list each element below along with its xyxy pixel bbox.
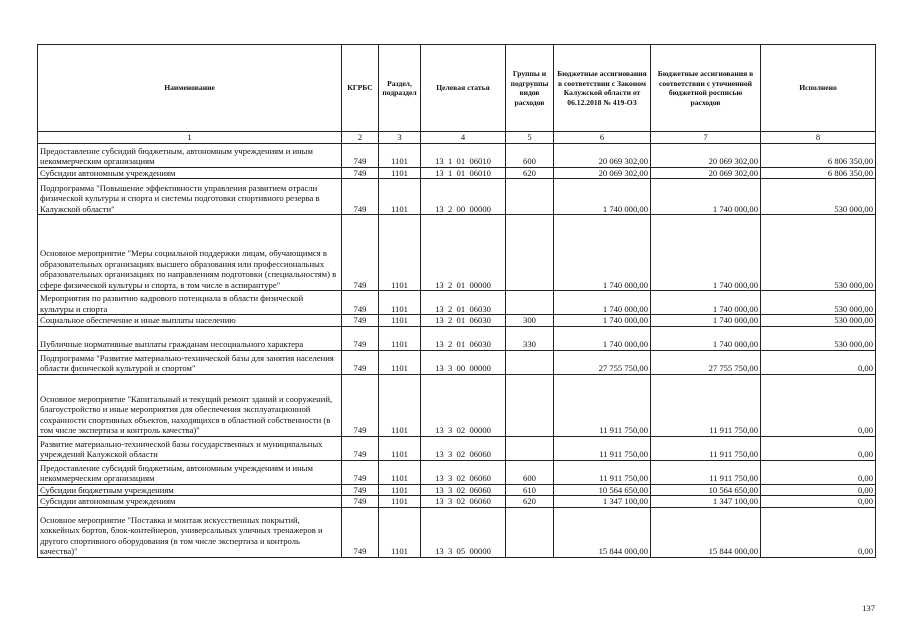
cell-executed: 530 000,00 bbox=[761, 179, 876, 215]
cell-kgrbs: 749 bbox=[342, 496, 379, 508]
column-number: 5 bbox=[506, 132, 554, 144]
cell-group: 600 bbox=[506, 460, 554, 484]
cell-kgrbs: 749 bbox=[342, 484, 379, 496]
cell-refined-allocation: 11 911 750,00 bbox=[651, 436, 761, 460]
cell-executed: 0,00 bbox=[761, 496, 876, 508]
table-row bbox=[38, 326, 876, 350]
cell-name: Социальное обеспечение и иные выплаты населению bbox=[38, 315, 342, 327]
cell-name: Подпрограмма "Повышение эффективности управления развитием отрасли физической культуры и спорта и системы подготовки спортивного резерва в Калужской области" bbox=[38, 179, 342, 215]
cell-law-allocation: 27 755 750,00 bbox=[554, 350, 651, 374]
cell-target: 13 1 01 06010 bbox=[421, 167, 506, 179]
cell-name: Субсидии бюджетным учреждениям bbox=[38, 484, 342, 496]
cell-name: Субсидии автономным учреждениям bbox=[38, 167, 342, 179]
cell-refined-allocation: 11 911 750,00 bbox=[651, 374, 761, 436]
cell-law-allocation: 1 740 000,00 bbox=[554, 215, 651, 291]
cell-refined-allocation: 1 740 000,00 bbox=[651, 215, 761, 291]
cell-target: 13 2 01 06030 bbox=[421, 291, 506, 315]
cell-law-allocation: 11 911 750,00 bbox=[554, 374, 651, 436]
cell-kgrbs: 749 bbox=[342, 167, 379, 179]
cell-executed: 6 806 350,00 bbox=[761, 167, 876, 179]
header-kgrbs: КГРБС bbox=[342, 45, 379, 132]
cell-executed: 530 000,00 bbox=[761, 315, 876, 327]
cell-group bbox=[506, 507, 554, 557]
cell-kgrbs: 749 bbox=[342, 326, 379, 350]
cell-group bbox=[506, 374, 554, 436]
cell-refined-allocation: 27 755 750,00 bbox=[651, 350, 761, 374]
cell-law-allocation: 1 740 000,00 bbox=[554, 291, 651, 315]
table-row bbox=[38, 484, 876, 496]
cell-executed: 0,00 bbox=[761, 350, 876, 374]
cell-target: 13 3 00 00000 bbox=[421, 350, 506, 374]
cell-kgrbs: 749 bbox=[342, 436, 379, 460]
cell-section: 1101 bbox=[379, 374, 421, 436]
cell-refined-allocation: 1 740 000,00 bbox=[651, 315, 761, 327]
table-body bbox=[38, 143, 876, 557]
cell-refined-allocation: 11 911 750,00 bbox=[651, 460, 761, 484]
cell-group: 620 bbox=[506, 167, 554, 179]
cell-target: 13 3 02 06060 bbox=[421, 484, 506, 496]
cell-target: 13 1 01 06010 bbox=[421, 143, 506, 167]
cell-target: 13 3 02 00000 bbox=[421, 374, 506, 436]
cell-group: 600 bbox=[506, 143, 554, 167]
cell-kgrbs: 749 bbox=[342, 374, 379, 436]
table-row bbox=[38, 496, 876, 508]
cell-law-allocation: 20 069 302,00 bbox=[554, 143, 651, 167]
table-row bbox=[38, 291, 876, 315]
cell-executed: 530 000,00 bbox=[761, 326, 876, 350]
cell-section: 1101 bbox=[379, 350, 421, 374]
table-row bbox=[38, 374, 876, 436]
cell-executed: 6 806 350,00 bbox=[761, 143, 876, 167]
cell-name: Мероприятия по развитию кадрового потенциала в области физической культуры и спорта bbox=[38, 291, 342, 315]
cell-section: 1101 bbox=[379, 143, 421, 167]
cell-name: Субсидии автономным учреждениям bbox=[38, 496, 342, 508]
cell-law-allocation: 11 911 750,00 bbox=[554, 436, 651, 460]
column-number: 8 bbox=[761, 132, 876, 144]
cell-target: 13 3 02 06060 bbox=[421, 496, 506, 508]
header-name: Наименование bbox=[38, 45, 342, 132]
cell-executed: 0,00 bbox=[761, 460, 876, 484]
cell-target: 13 2 01 06030 bbox=[421, 326, 506, 350]
cell-kgrbs: 749 bbox=[342, 179, 379, 215]
cell-section: 1101 bbox=[379, 460, 421, 484]
cell-executed: 0,00 bbox=[761, 436, 876, 460]
cell-name: Основное мероприятие "Меры социальной поддержки лицам, обучающимся в образовательных организациях высшего образования или профессиональных образовательных организациях по направлениям подготовки (специальностям) в сфере физической культуры и спорта, в том числе в аспирантуре" bbox=[38, 215, 342, 291]
cell-refined-allocation: 1 740 000,00 bbox=[651, 179, 761, 215]
header-law-allocation: Бюджетные ассигнования в соответствии с Законом Калужской области от 06.12.2018 № 419-ОЗ bbox=[554, 45, 651, 132]
cell-name: Публичные нормативные выплаты гражданам несоциального характера bbox=[38, 326, 342, 350]
column-number-row bbox=[38, 132, 876, 144]
budget-table bbox=[37, 44, 876, 558]
header-executed: Исполнено bbox=[761, 45, 876, 132]
cell-section: 1101 bbox=[379, 215, 421, 291]
column-number: 3 bbox=[379, 132, 421, 144]
cell-group bbox=[506, 291, 554, 315]
cell-kgrbs: 749 bbox=[342, 460, 379, 484]
cell-executed: 0,00 bbox=[761, 484, 876, 496]
cell-law-allocation: 1 740 000,00 bbox=[554, 315, 651, 327]
header-target: Целевая статья bbox=[421, 45, 506, 132]
cell-group bbox=[506, 436, 554, 460]
cell-target: 13 2 01 00000 bbox=[421, 215, 506, 291]
cell-section: 1101 bbox=[379, 496, 421, 508]
cell-section: 1101 bbox=[379, 326, 421, 350]
table-row bbox=[38, 167, 876, 179]
cell-kgrbs: 749 bbox=[342, 350, 379, 374]
cell-kgrbs: 749 bbox=[342, 315, 379, 327]
cell-refined-allocation: 1 347 100,00 bbox=[651, 496, 761, 508]
cell-group: 610 bbox=[506, 484, 554, 496]
cell-refined-allocation: 20 069 302,00 bbox=[651, 167, 761, 179]
column-number: 1 bbox=[38, 132, 342, 144]
cell-kgrbs: 749 bbox=[342, 143, 379, 167]
table-row bbox=[38, 315, 876, 327]
cell-target: 13 3 02 06060 bbox=[421, 460, 506, 484]
cell-group: 330 bbox=[506, 326, 554, 350]
cell-section: 1101 bbox=[379, 315, 421, 327]
cell-refined-allocation: 10 564 650,00 bbox=[651, 484, 761, 496]
header-section: Раздел, подраздел bbox=[379, 45, 421, 132]
cell-target: 13 3 05 00000 bbox=[421, 507, 506, 557]
cell-name: Подпрограмма "Развитие материально-технической базы для занятия населения области физической культурой и спортом" bbox=[38, 350, 342, 374]
cell-target: 13 2 00 00000 bbox=[421, 179, 506, 215]
cell-kgrbs: 749 bbox=[342, 215, 379, 291]
cell-executed: 0,00 bbox=[761, 374, 876, 436]
header-group: Группы и подгруппы видов расходов bbox=[506, 45, 554, 132]
page-number: 137 bbox=[862, 603, 875, 613]
table-row bbox=[38, 215, 876, 291]
table-row bbox=[38, 460, 876, 484]
table-row bbox=[38, 507, 876, 557]
table-row bbox=[38, 143, 876, 167]
cell-law-allocation: 10 564 650,00 bbox=[554, 484, 651, 496]
cell-law-allocation: 11 911 750,00 bbox=[554, 460, 651, 484]
cell-name: Предоставление субсидий бюджетным, автономным учреждениям и иным некоммерческим организациям bbox=[38, 460, 342, 484]
cell-law-allocation: 1 347 100,00 bbox=[554, 496, 651, 508]
cell-group bbox=[506, 179, 554, 215]
column-number: 2 bbox=[342, 132, 379, 144]
cell-executed: 530 000,00 bbox=[761, 215, 876, 291]
cell-section: 1101 bbox=[379, 507, 421, 557]
cell-kgrbs: 749 bbox=[342, 291, 379, 315]
column-number: 6 bbox=[554, 132, 651, 144]
cell-law-allocation: 1 740 000,00 bbox=[554, 326, 651, 350]
cell-name: Развитие материально-технической базы государственных и муниципальных учреждений Калужской области bbox=[38, 436, 342, 460]
cell-name: Основное мероприятие "Поставка и монтаж искусственных покрытий, хоккейных бортов, блок-контейнеров, универсальных уличных тренажеров и другого спортивного оборудования (в том числе экспертиза и контроль качества)" bbox=[38, 507, 342, 557]
cell-executed: 0,00 bbox=[761, 507, 876, 557]
cell-group bbox=[506, 350, 554, 374]
cell-name: Основное мероприятие "Капитальный и текущий ремонт зданий и сооружений, благоустройство и иные мероприятия для обеспечения эксплуатационной сохранности спортивных объектов, находящихся в областной собственности (в том числе экспертиза и контроль качества)" bbox=[38, 374, 342, 436]
cell-group: 300 bbox=[506, 315, 554, 327]
cell-refined-allocation: 20 069 302,00 bbox=[651, 143, 761, 167]
cell-group: 620 bbox=[506, 496, 554, 508]
cell-section: 1101 bbox=[379, 179, 421, 215]
cell-law-allocation: 20 069 302,00 bbox=[554, 167, 651, 179]
column-number: 7 bbox=[651, 132, 761, 144]
cell-law-allocation: 1 740 000,00 bbox=[554, 179, 651, 215]
cell-law-allocation: 15 844 000,00 bbox=[554, 507, 651, 557]
cell-section: 1101 bbox=[379, 291, 421, 315]
header-refined-allocation: Бюджетные ассигнования в соответствии с уточненной бюджетной росписью расходов bbox=[651, 45, 761, 132]
column-number: 4 bbox=[421, 132, 506, 144]
cell-kgrbs: 749 bbox=[342, 507, 379, 557]
cell-section: 1101 bbox=[379, 436, 421, 460]
cell-refined-allocation: 1 740 000,00 bbox=[651, 326, 761, 350]
cell-target: 13 3 02 06060 bbox=[421, 436, 506, 460]
cell-group bbox=[506, 215, 554, 291]
cell-refined-allocation: 15 844 000,00 bbox=[651, 507, 761, 557]
table-row bbox=[38, 436, 876, 460]
cell-section: 1101 bbox=[379, 167, 421, 179]
cell-section: 1101 bbox=[379, 484, 421, 496]
header-row bbox=[38, 45, 876, 132]
cell-refined-allocation: 1 740 000,00 bbox=[651, 291, 761, 315]
cell-executed: 530 000,00 bbox=[761, 291, 876, 315]
table-row bbox=[38, 179, 876, 215]
table-row bbox=[38, 350, 876, 374]
cell-target: 13 2 01 06030 bbox=[421, 315, 506, 327]
cell-name: Предоставление субсидий бюджетным, автономным учреждениям и иным некоммерческим организациям bbox=[38, 143, 342, 167]
